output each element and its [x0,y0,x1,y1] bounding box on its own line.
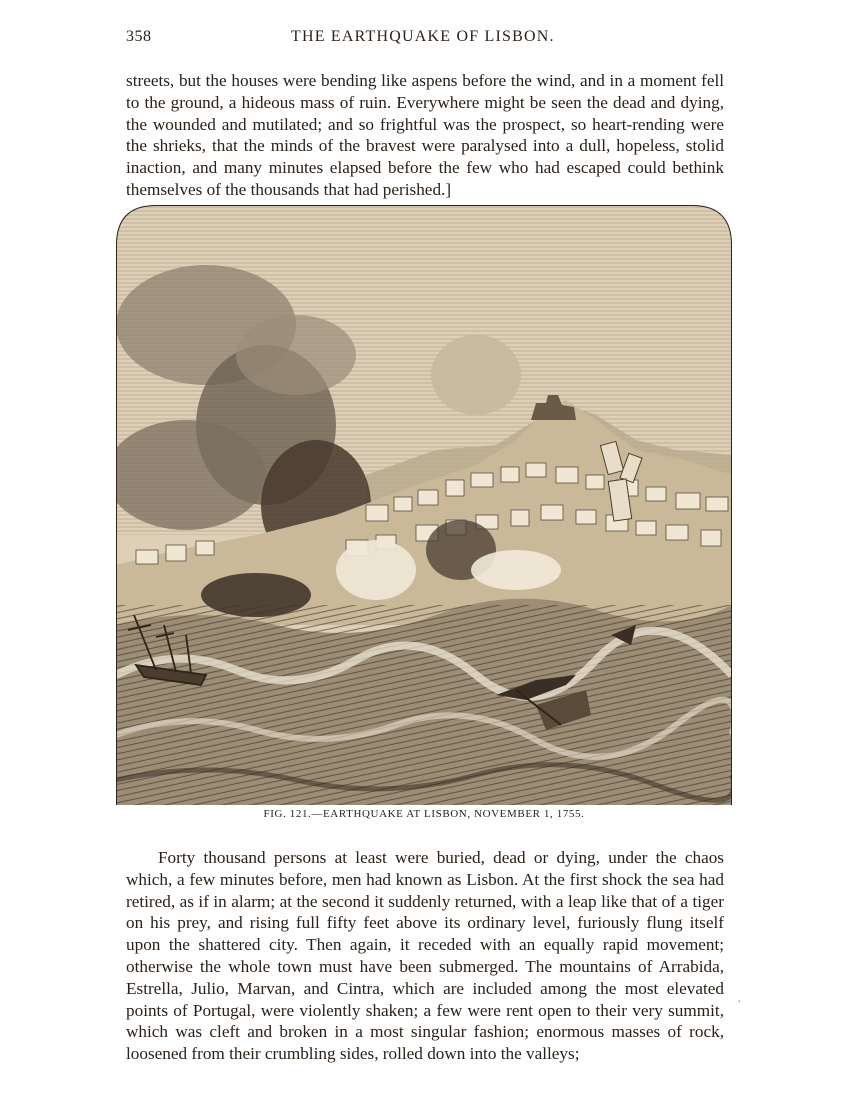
page-number: 358 [126,28,152,45]
top-paragraph: streets, but the houses were bending like aspens before the wind, and in a moment fell to the ground, a hideous mass of ruin. Everywhere might be seen the dead and dying, the wounded and mutilated; and so frightful was the prospect, so heart-rending were the shrieks, that the minds of the bravest were paralysed into a dull, hopeless, stolid inaction, and many minutes elapsed before the few who had escaped could bethink themselves of the thousands that had perished.] [126,71,724,199]
engraving-illustration [116,205,732,805]
running-head [126,28,726,52]
figure-caption: FIG. 121.—EARTHQUAKE AT LISBON, NOVEMBER 1, 1755. [263,808,585,820]
bottom-paragraph: Forty thousand persons at least were buried, dead or dying, under the chaos which, a few minutes before, men had known as Lisbon. At the first shock the sea had retired, as if in alarm; at the second it suddenly returned, with a leap like that of a tiger on his prey, and rising full fifty feet above its ordinary level, furiously flung itself upon the shattered city. Then again, it receded with an equally rapid movement; otherwise the whole town must have been submerged. The mountains of Arrabida, Estrella, Julio, Marvan, and Cintra, which are included among the most elevated points of Portugal, were violently shaken; a few were rent open to their very summit, which was cleft and broken in a most singular fashion; enormous masses of rock, loosened from their crumbling sides, rolled down into the valleys; [126,848,724,1064]
margin-mark: · [737,995,742,1010]
running-title: THE EARTHQUAKE OF LISBON. [291,28,555,45]
